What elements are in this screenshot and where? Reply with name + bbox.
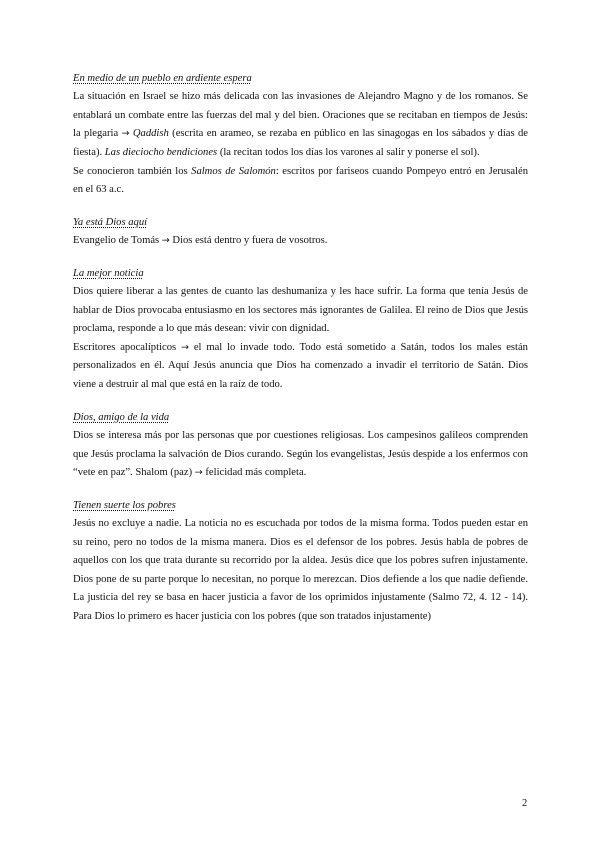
right-arrow-icon: → [161, 235, 170, 247]
section-heading: En medio de un pueblo en ardiente espera [73, 73, 252, 84]
paragraph: Dios quiere liberar a las gentes de cuanto las deshumaniza y les hace sufrir. La forma que tenía Jesús de hablar de Dios provocaba entusiasmo en los sectores más ignorantes de Galilea. El reino de Dios que Jesús proclama, responde a lo que más desean: vivir con dignidad. [73, 286, 528, 335]
paragraph: Se conocieron también los Salmos de Salomón: escritos por fariseos cuando Pompeyo entró en Jerusalén en el 63 a.c. [73, 165, 528, 196]
section-mejor-noticia [73, 265, 528, 395]
section-dios-amigo [73, 409, 528, 483]
right-arrow-icon: → [121, 128, 130, 140]
section-heading: Tienen suerte los pobres [73, 499, 176, 511]
paragraph: Escritores apocalípticos → el mal lo invade todo. Todo está sometido a Satán, todos los males están personalizados en él. Aquí Jesús anuncia que Dios ha comenzado a invadir el territorio de Satán. Dios viene a destruir al mal que está en la raíz de todo. [73, 341, 528, 391]
paragraph: Dios se interesa más por las personas que por cuestiones religiosas. Los campesinos galileos comprenden que Jesús proclama la salvación de Dios curando. Según los evangelistas, Jesús despide a los enfermos con “vete en paz”. Shalom (paz) → felicidad más completa. [73, 429, 528, 479]
right-arrow-icon: → [194, 467, 203, 479]
section-heading: La mejor noticia [73, 267, 144, 279]
section-en-medio [73, 70, 528, 200]
page-number: 2 [522, 798, 528, 809]
section-ya-esta [73, 214, 528, 251]
document-page [73, 70, 528, 641]
section-heading: Ya está Dios aquí [73, 216, 148, 228]
right-arrow-icon: → [180, 341, 189, 353]
paragraph: La situación en Israel se hizo más delicada con las invasiones de Alejandro Magno y de los romanos. Se entablará un combate entre las fuerzas del mal y del bien. Oraciones que se recitaban en tiempos de Jesús: la plegaria → Qaddish (escrita en arameo, se rezaba en público en las sinagogas en los sábados y días de fiesta). Las dieciocho bendiciones (la recitan todos los días los varones al salir y ponerse el sol). [73, 91, 528, 159]
paragraph: Jesús no excluye a nadie. La noticia no es escuchada por todos de la misma forma. Todos pueden estar en su reino, pero no todos de la misma manera. Dios es el defensor de los pobres. Jesús habla de pobres de aquellos con los que trata durante su recorrido por la aldea. Jesús dice que los pobres sufren injustamente. Dios pone de su parte porque lo necesitan, no porque lo merezcan. Dios defiende a los que nadie defiende. La justicia del rey se basa en hacer justicia a favor de los oprimidos injustamente (Salmo 72, 4. 12 - 14). Para Dios lo primero es hacer justicia con los pobres (que son tratados injustamente) [73, 517, 528, 622]
section-heading: Dios, amigo de la vida [73, 411, 170, 423]
paragraph: Evangelio de Tomás → Dios está dentro y fuera de vosotros. [73, 235, 328, 247]
section-suerte-pobres [73, 497, 528, 627]
